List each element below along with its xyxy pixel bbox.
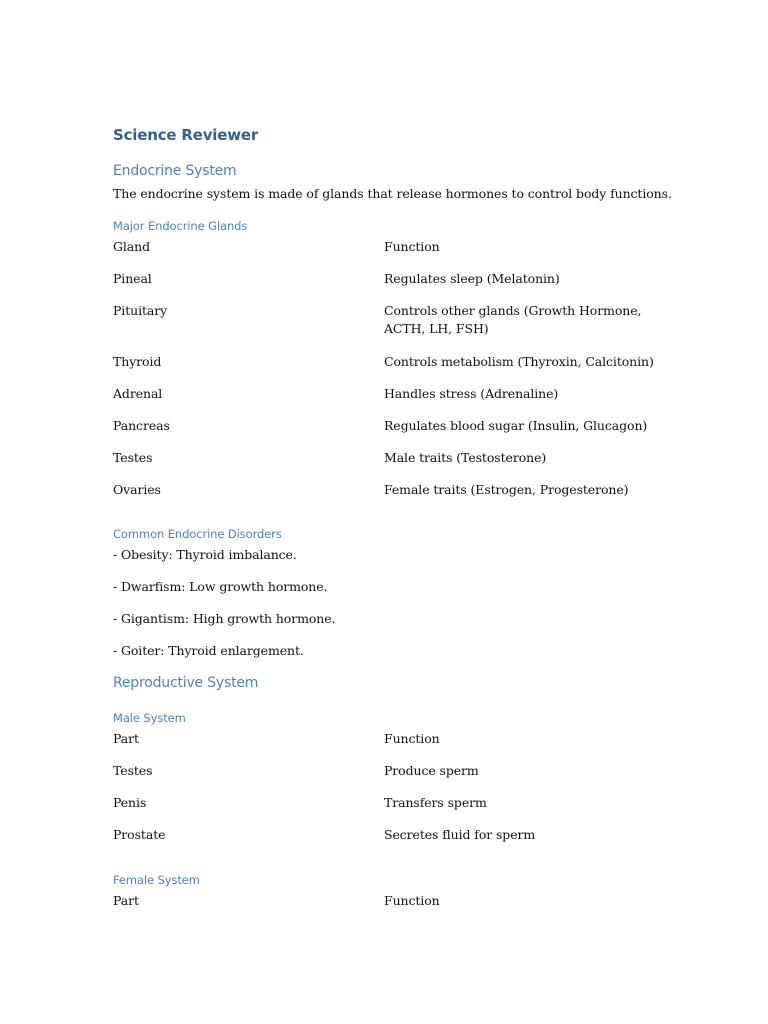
reproductive-heading: Reproductive System bbox=[113, 675, 259, 691]
list-item: - Dwarfism: Low growth hormone. bbox=[113, 579, 328, 594]
table-cell: Pancreas bbox=[113, 418, 170, 433]
male-system-heading: Male System bbox=[113, 711, 186, 725]
list-item: - Obesity: Thyroid imbalance. bbox=[113, 547, 297, 562]
female-system-heading: Female System bbox=[113, 873, 200, 887]
table-header-cell: Function bbox=[384, 239, 440, 254]
table-cell: Controls metabolism (Thyroxin, Calcitonin) bbox=[384, 354, 654, 369]
table-cell: Pituitary bbox=[113, 303, 168, 318]
table-cell: Controls other glands (Growth Hormone, ACTH, LH, FSH) bbox=[384, 303, 642, 336]
table-header-cell: Function bbox=[384, 893, 440, 908]
table-cell: Male traits (Testosterone) bbox=[384, 450, 547, 465]
table-cell: Testes bbox=[113, 450, 153, 465]
table-cell: Pineal bbox=[113, 271, 152, 286]
table-cell: Handles stress (Adrenaline) bbox=[384, 386, 559, 401]
list-item: - Gigantism: High growth hormone. bbox=[113, 611, 336, 626]
table-cell: Penis bbox=[113, 795, 147, 810]
glands-heading: Major Endocrine Glands bbox=[113, 219, 248, 233]
table-header-cell: Part bbox=[113, 731, 139, 746]
table-header-cell: Function bbox=[384, 731, 440, 746]
document-title: Science Reviewer bbox=[113, 126, 259, 144]
table-cell: Secretes fluid for sperm bbox=[384, 827, 536, 842]
table-cell: Produce sperm bbox=[384, 763, 479, 778]
table-cell: Thyroid bbox=[113, 354, 162, 369]
table-header-cell: Part bbox=[113, 893, 139, 908]
table-cell: Adrenal bbox=[113, 386, 163, 401]
table-cell: Regulates blood sugar (Insulin, Glucagon) bbox=[384, 418, 648, 433]
table-cell: Ovaries bbox=[113, 482, 161, 497]
endocrine-intro: The endocrine system is made of glands that release hormones to control body functions. bbox=[113, 186, 672, 201]
endocrine-heading: Endocrine System bbox=[113, 163, 237, 179]
table-cell: Female traits (Estrogen, Progesterone) bbox=[384, 482, 629, 497]
list-item: - Goiter: Thyroid enlargement. bbox=[113, 643, 304, 658]
table-cell: Prostate bbox=[113, 827, 166, 842]
table-cell: Testes bbox=[113, 763, 153, 778]
table-cell: Regulates sleep (Melatonin) bbox=[384, 271, 560, 286]
table-cell: Transfers sperm bbox=[384, 795, 487, 810]
disorders-heading: Common Endocrine Disorders bbox=[113, 527, 282, 541]
table-header-cell: Gland bbox=[113, 239, 150, 254]
